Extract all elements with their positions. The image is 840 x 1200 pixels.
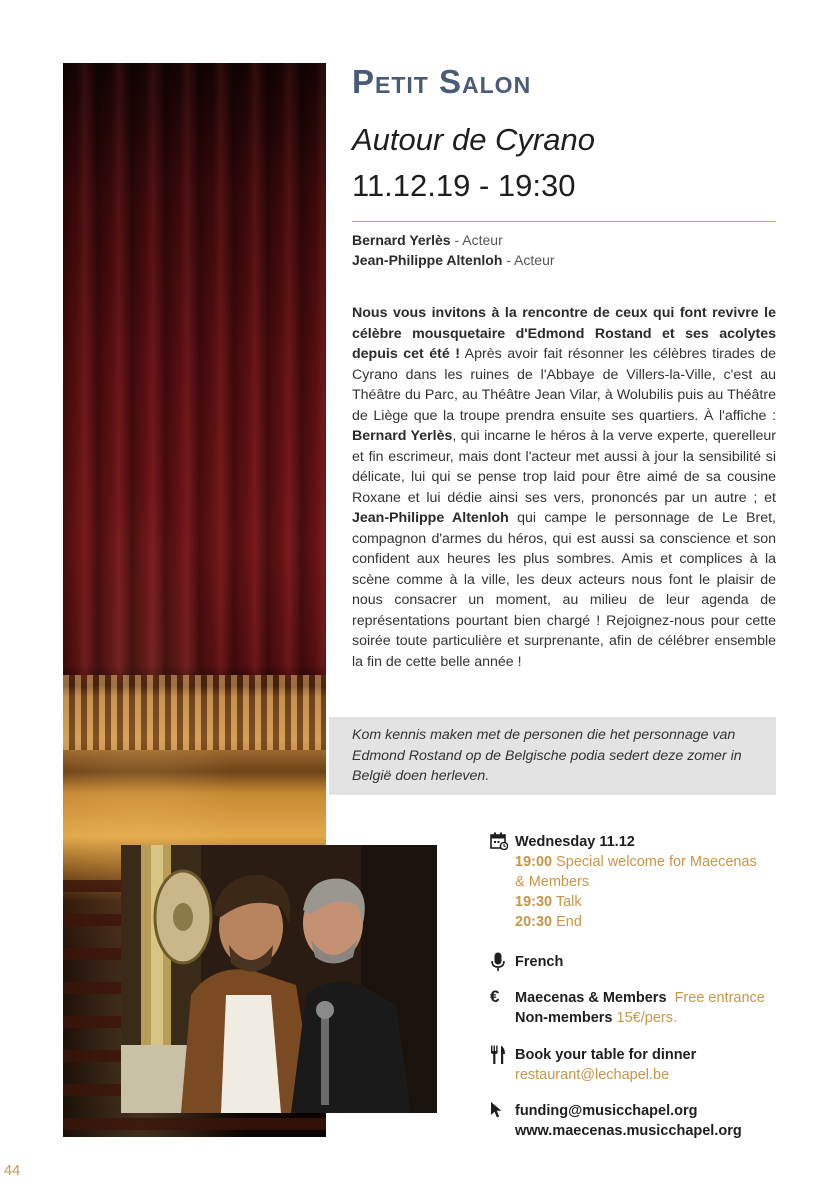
credit-name: Bernard Yerlès [352,232,451,248]
description-actor-1: Bernard Yerlès [352,428,453,444]
calendar-icon [490,832,508,852]
price-row: Maecenas & Members Free entrance [515,990,765,1006]
description-text-3: qui campe le personnage de Le Bret, compagnon d'armes du héros, qui est aussi sa conscience et son confident aux heures les plus sombres. Amis et complices à la scène comme à la ville, les deux acteurs nous font le plaisir de nous consacrer un moment, au milieu de leur agenda de représentations pourtant bien chargé ! Rejoignez-nous pour cette soirée toute particulière et surprenante, afin de célébrer ensemble la fin de cette belle année ! [352,510,776,670]
price-row: Non-members 15€/pers. [515,1010,677,1026]
description-actor-2: Jean-Philippe Altenloh [352,510,509,526]
dutch-summary-text: Kom kennis maken met de personen die het personnage van Edmond Rostand op de Belgische podia sedert deze zomer in België doen herleven. [352,727,742,784]
funding-email-link[interactable]: funding@musicchapel.org [515,1103,698,1119]
description-text-2: , qui incarne le héros à la verve experte, querelleur et fin escrimeur, mais dont l'acteur met aussi à jour la sensibilité si délicate, lui qui se pense trop laid pour être aimé de sa cousine Roxane et lui dédie ainsi ses vers, prononcés par un autre ; et [352,428,776,506]
schedule-item: 19:30 Talk [515,894,582,910]
microphone-icon [490,952,508,972]
curtain-folds [63,63,326,686]
cursor-icon [490,1101,508,1121]
website-link[interactable]: www.maecenas.musicchapel.org [515,1123,742,1139]
actors-photo [121,845,437,1113]
page-number: 44 [4,1163,21,1179]
schedule-day: Wednesday 11.12 [515,834,635,850]
page-title: Petit Salon [352,63,532,100]
schedule-item: 20:30 End [515,914,582,930]
description-paragraph [352,303,776,672]
language-label: French [515,954,564,970]
dinner-label: Book your table for dinner [515,1047,697,1063]
schedule-item: 19:00 Special welcome for Maecenas [515,854,757,870]
curtain-fringe [63,675,326,750]
restaurant-email-link[interactable]: restaurant@lechapel.be [515,1067,670,1083]
description-lead: Nous vous invitons à la rencontre de ceux qui font revivre le célèbre mousquetaire d'Edmond Rostand et ses acolytes depuis cet été ! [352,305,776,362]
actors-photo-illustration [121,845,437,1113]
event-subtitle: Autour de Cyrano [352,122,595,157]
event-datetime: 11.12.19 - 19:30 [352,168,576,203]
credit-item [352,230,555,250]
credit-name: Jean-Philippe Altenloh [352,252,503,268]
description-text-1: Après avoir fait résonner les célèbres tirades de Cyrano dans les ruines de l'Abbaye de Villers-la-Ville, c'est au Théâtre du Parc, au Théâtre Jean Vilar, à Wolubilis puis au Théâtre de Liège que la troupe prendra ensuite ses quartiers. À l'affiche : [352,346,776,424]
schedule-item: & Members [515,874,590,890]
euro-icon: € [490,987,500,1006]
credit-role: - Acteur [450,232,503,248]
title-divider [352,221,776,222]
cutlery-icon [490,1045,508,1065]
credit-item [352,250,555,270]
credits-list [352,230,555,270]
credit-role: - Acteur [502,252,555,268]
